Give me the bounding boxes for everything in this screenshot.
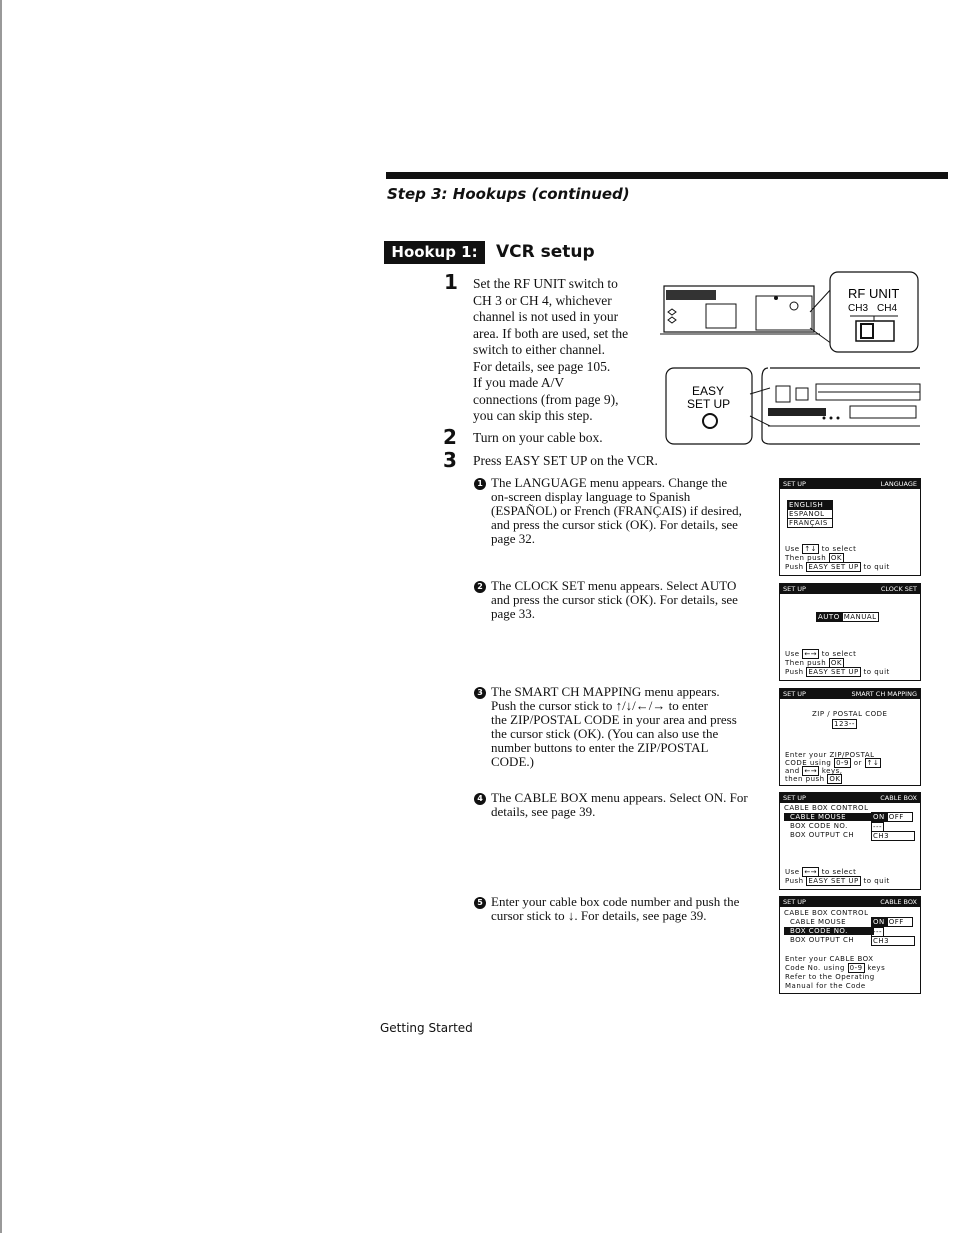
key-box: EASY SET UP (808, 668, 859, 676)
key-box: 0-9 (836, 759, 850, 767)
substep-2-text (491, 579, 761, 621)
vcr-label-strip (666, 290, 716, 300)
instr-text: keys, (821, 767, 843, 775)
cable-box-code-screen (779, 896, 921, 994)
key-box: EASY SET UP (808, 563, 859, 571)
step-2-text: Turn on your cable box. (473, 430, 603, 445)
substep-line: Push the cursor stick to ↑/↓/←/→ to enter (491, 698, 709, 713)
instr-text: to quit (863, 563, 890, 571)
instr-text: to select (821, 868, 857, 876)
cable-box-title: CABLE BOX CONTROL (784, 804, 869, 812)
substep-line: details, see page 39. (491, 804, 596, 819)
substep-number-4: 4 (474, 793, 486, 805)
language-option-espanol: ESPAÑOL (787, 509, 833, 519)
header-rule (386, 172, 948, 179)
step-1-line: you can skip this step. (473, 408, 593, 423)
screen-header-right: CLOCK SET (880, 585, 917, 593)
clock-option-manual: MANUAL (843, 613, 877, 621)
section-title: VCR setup (496, 242, 595, 262)
key-box: EASY SET UP (808, 877, 859, 885)
screen-instruction (785, 775, 842, 783)
screen-header-right: CABLE BOX (880, 898, 917, 906)
substep-number-2: 2 (474, 581, 486, 593)
step-1-text (473, 276, 663, 425)
screen-header-left: SET UP (783, 480, 806, 488)
box-output-field: CH3 (871, 936, 915, 946)
page-footer: Getting Started (380, 1021, 473, 1035)
key-box: OK (830, 554, 842, 562)
screen-header-right: LANGUAGE (880, 480, 917, 488)
box-code-field: --- (873, 928, 883, 936)
step-1-line: CH 3 or CH 4, whichever (473, 292, 612, 308)
screen-instruction (785, 545, 856, 553)
screen-instruction: Refer to the Operating (785, 973, 875, 981)
screen-instruction (785, 554, 844, 562)
cable-mouse-row: CABLE MOUSE (790, 918, 847, 926)
step-number-3: 3 (443, 448, 457, 472)
instr-text: Use (785, 868, 800, 876)
vcr-panel-slot (706, 304, 736, 328)
cable-mouse-options (871, 813, 913, 821)
vcr-front-button (796, 388, 808, 400)
rf-unit-callout (830, 272, 918, 352)
step-number-2: 2 (443, 425, 457, 449)
substep-line: on-screen display language to Spanish (491, 489, 691, 504)
rf-ch4-label: CH4 (877, 303, 898, 314)
substep-line: page 32. (491, 531, 536, 546)
step-1-line: Set the RF UNIT switch to (473, 276, 618, 291)
substep-line: cursor stick to ↓. For details, see page 39. (491, 908, 707, 923)
option-on: ON (873, 813, 885, 821)
smart-ch-mapping-screen (779, 688, 921, 786)
substep-line: (ESPAÑOL) or French (FRANÇAIS) if desired, (491, 503, 742, 518)
vcr-display-window (850, 406, 916, 418)
setup-label: SET UP (687, 397, 731, 411)
language-option-english: ENGLISH (787, 500, 833, 510)
instr-text: to select (821, 545, 857, 553)
screen-header (780, 584, 920, 594)
substep-line: the cursor stick (OK). (You can also use the (491, 726, 719, 741)
instr-text: CODE using (785, 759, 832, 767)
vcr-control-strip (768, 408, 826, 416)
vcr-led (837, 417, 840, 420)
screen-header (780, 689, 920, 699)
instr-text: to quit (863, 877, 890, 885)
step-1-line: channel is not used in your (473, 309, 619, 324)
screen-header-left: SET UP (783, 585, 806, 593)
instr-text: then push (785, 775, 825, 783)
language-menu-screen (779, 478, 921, 576)
callout-lines (750, 388, 770, 426)
screen-instruction (785, 659, 844, 667)
key-box: ←→ (804, 767, 818, 775)
substep-line: the ZIP/POSTAL CODE in your area and press (491, 712, 737, 727)
callout-lines (810, 288, 832, 344)
key-box: OK (830, 659, 842, 667)
instr-text: and (785, 767, 800, 775)
box-code-row: BOX CODE NO. (784, 927, 874, 935)
box-output-field: CH3 (871, 831, 915, 841)
page-edge-rule (0, 0, 2, 1233)
box-code-row: BOX CODE NO. (790, 822, 848, 830)
substep-3-text (491, 685, 761, 769)
substep-line: The CLOCK SET menu appears. Select AUTO (491, 578, 737, 593)
box-output-row: BOX OUTPUT CH (790, 831, 855, 839)
step-1-line: switch to either channel. (473, 342, 605, 357)
step-number-1: 1 (444, 270, 458, 294)
screen-instruction (785, 668, 890, 676)
instr-text: Push (785, 563, 804, 571)
easy-label: EASY (692, 384, 725, 398)
vcr-jack-panel (756, 296, 812, 330)
clock-options (816, 613, 879, 621)
language-option-francais: FRANÇAIS (787, 518, 833, 528)
clock-option-auto: AUTO (818, 613, 840, 621)
step-3-text: Press EASY SET UP on the VCR. (473, 453, 658, 468)
screen-header-left: SET UP (783, 690, 806, 698)
key-box: OK (829, 775, 841, 783)
step-1-line: For details, see page 105. (473, 358, 611, 374)
vcr-led (830, 417, 833, 420)
substep-line: CODE.) (491, 754, 534, 769)
screen-header-left: SET UP (783, 794, 806, 802)
page-header: Step 3: Hookups (continued) (387, 185, 630, 203)
box-output-row: BOX OUTPUT CH (790, 936, 855, 944)
vcr-jack (790, 302, 798, 310)
substep-line: and press the cursor stick (OK). For details, see (491, 592, 738, 607)
key-box: ←→ (804, 650, 818, 658)
rf-ch3-label: CH3 (848, 303, 869, 314)
vcr-front-button (776, 386, 790, 402)
substep-line: The CABLE BOX menu appears. Select ON. For (491, 790, 748, 805)
substep-line: The LANGUAGE menu appears. Change the (491, 475, 728, 490)
instr-text: Push (785, 877, 804, 885)
substep-line: The SMART CH MAPPING menu appears. (491, 684, 720, 699)
cable-box-title: CABLE BOX CONTROL (784, 909, 869, 917)
substep-5-text (491, 895, 761, 923)
screen-header-right: CABLE BOX (880, 794, 917, 802)
zip-label: ZIP / POSTAL CODE (812, 710, 888, 718)
vcr-screw (774, 296, 778, 300)
screen-instruction (785, 877, 890, 885)
substep-line: Enter your cable box code number and push the (491, 894, 740, 909)
option-on: ON (873, 918, 885, 926)
cable-mouse-row: CABLE MOUSE (784, 813, 874, 821)
substep-number-3: 3 (474, 687, 486, 699)
screen-instruction: Manual for the Code (785, 982, 866, 990)
step-1-line: If you made A/V (473, 375, 565, 390)
screen-instruction (785, 868, 856, 876)
substep-number-1: 1 (474, 478, 486, 490)
cable-mouse-options (871, 918, 913, 926)
key-box: ↑↓ (866, 759, 880, 767)
vcr-led (823, 417, 826, 420)
instr-text: to quit (863, 668, 890, 676)
step-1-line: area. If both are used, set the (473, 325, 629, 341)
key-box: 0-9 (849, 964, 863, 972)
screen-header (780, 793, 920, 803)
step-1-line: connections (from page 9), (473, 391, 619, 407)
vcr-front-illustration (662, 364, 922, 448)
substep-line: number buttons to enter the ZIP/POSTAL (491, 740, 709, 755)
hookup-badge: Hookup 1: (384, 241, 485, 264)
zip-code-field: 123-- (834, 720, 855, 728)
instr-text: Code No. using (785, 964, 845, 972)
screen-header-right: SMART CH MAPPING (851, 690, 917, 698)
screen-header (780, 897, 920, 907)
instr-text: Use (785, 650, 800, 658)
screen-instruction (785, 964, 885, 972)
box-code-field: --- (873, 823, 883, 831)
option-off: OFF (887, 812, 913, 822)
rf-unit-label: RF UNIT (848, 286, 900, 301)
vcr-connector-icon (668, 309, 676, 323)
key-box: ↑↓ (804, 545, 818, 553)
screen-instruction (785, 563, 890, 571)
screen-instruction (785, 650, 856, 658)
cable-box-menu-screen (779, 792, 921, 890)
instr-text: keys (867, 964, 886, 972)
substep-1-text (491, 476, 761, 546)
vcr-rear-illustration (660, 268, 922, 358)
key-box: ←→ (804, 868, 818, 876)
screen-instruction: Enter your ZIP/POSTAL (785, 751, 875, 759)
substep-4-text (491, 791, 761, 819)
instr-text: or (853, 759, 862, 767)
instr-text: Push (785, 668, 804, 676)
instr-text: Use (785, 545, 800, 553)
screen-instruction (785, 759, 881, 767)
instr-text: Then push (785, 659, 827, 667)
screen-header (780, 479, 920, 489)
substep-line: page 33. (491, 606, 536, 621)
screen-header-left: SET UP (783, 898, 806, 906)
screen-instruction: Enter your CABLE BOX (785, 955, 874, 963)
instr-text: Then push (785, 554, 827, 562)
option-off: OFF (887, 917, 913, 927)
substep-number-5: 5 (474, 897, 486, 909)
instr-text: to select (821, 650, 857, 658)
substep-line: and press the cursor stick (OK). For details, see (491, 517, 738, 532)
clock-set-menu-screen (779, 583, 921, 681)
